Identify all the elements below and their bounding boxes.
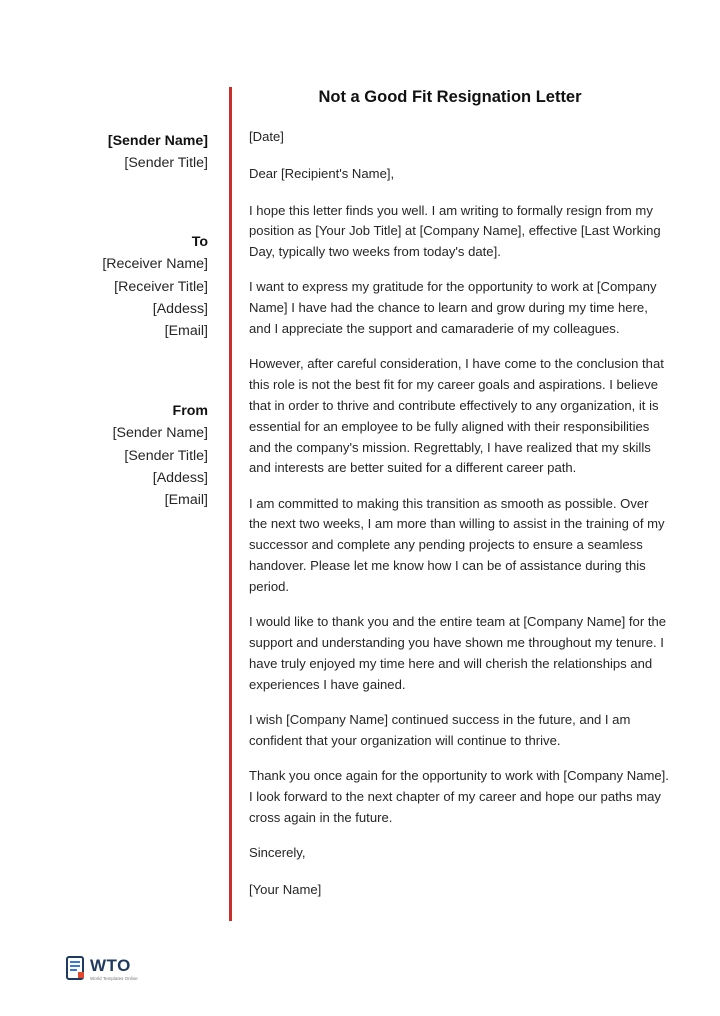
- from-heading: From: [172, 402, 208, 419]
- logo-text: WTO: [90, 956, 131, 975]
- letter-paragraph: I hope this letter finds you well. I am writing to formally resign from my position as [Your Job Title] at [Company Name], effective [Last Working Day, typically two weeks from today's date].: [249, 202, 661, 260]
- sender-name-header: [Sender Name]: [107, 133, 208, 149]
- from-sender-name: [Sender Name]: [112, 425, 208, 442]
- from-sender-email: [Email]: [164, 492, 208, 509]
- letter-paragraph: I am committed to making this transition as smooth as possible. Over the next two weeks, I am more than willing to assist in the training of my successor and complete any pending projects to ensure a seamless handover. Please let me know how I can be of assistance during this period.: [249, 495, 665, 594]
- letter-closing: Sincerely,: [249, 844, 306, 860]
- receiver-address: [Addess]: [152, 301, 208, 318]
- vertical-divider: [229, 87, 232, 921]
- receiver-email: [Email]: [164, 323, 208, 340]
- to-heading: To: [191, 233, 208, 250]
- from-sender-address: [Addess]: [152, 470, 208, 487]
- document-logo-icon: [66, 956, 86, 982]
- letter-paragraph: I would like to thank you and the entire team at [Company Name] for the support and understanding you have shown me throughout my tenure. I have truly enjoyed my time here and will cherish the relationships and experiences I have gained.: [249, 614, 667, 692]
- sender-title-header: [Sender Title]: [124, 155, 208, 172]
- letter-paragraph: I wish [Company Name] continued success in the future, and I am confident that your organization will continue to thrive.: [249, 711, 631, 748]
- from-sender-title: [Sender Title]: [124, 447, 208, 464]
- letter-greeting: Dear [Recipient's Name],: [249, 165, 395, 181]
- logo-tagline: World Templates Online: [90, 976, 138, 981]
- letter-paragraph: However, after careful consideration, I have come to the conclusion that this role is not the best fit for my career goals and aspirations. I believe that in order to thrive and contribute effectively to any organization, it is essential for an employee to be fully aligned with their responsibilities and the company's mission. Regrettably, I have realized that my skills and interests are better suited for a different career path.: [249, 356, 664, 476]
- receiver-title: [Receiver Title]: [114, 278, 208, 295]
- letter-paragraph: I want to express my gratitude for the opportunity to work at [Company Name] I have had the chance to learn and grow during my time here, and I appreciate the support and camaraderie of my colleagues.: [249, 279, 657, 337]
- letter-paragraph: Thank you once again for the opportunity to work with [Company Name]. I look forward to the next chapter of my career and hope our paths may cross again in the future.: [249, 767, 669, 825]
- letter-signature: [Your Name]: [249, 881, 322, 897]
- receiver-name: [Receiver Name]: [102, 256, 208, 273]
- page-title: Not a Good Fit Resignation Letter: [318, 88, 582, 106]
- letter-date: [Date]: [249, 129, 284, 144]
- letter-body: [249, 127, 669, 916]
- wto-logo: [66, 955, 156, 985]
- contact-column: [40, 130, 208, 512]
